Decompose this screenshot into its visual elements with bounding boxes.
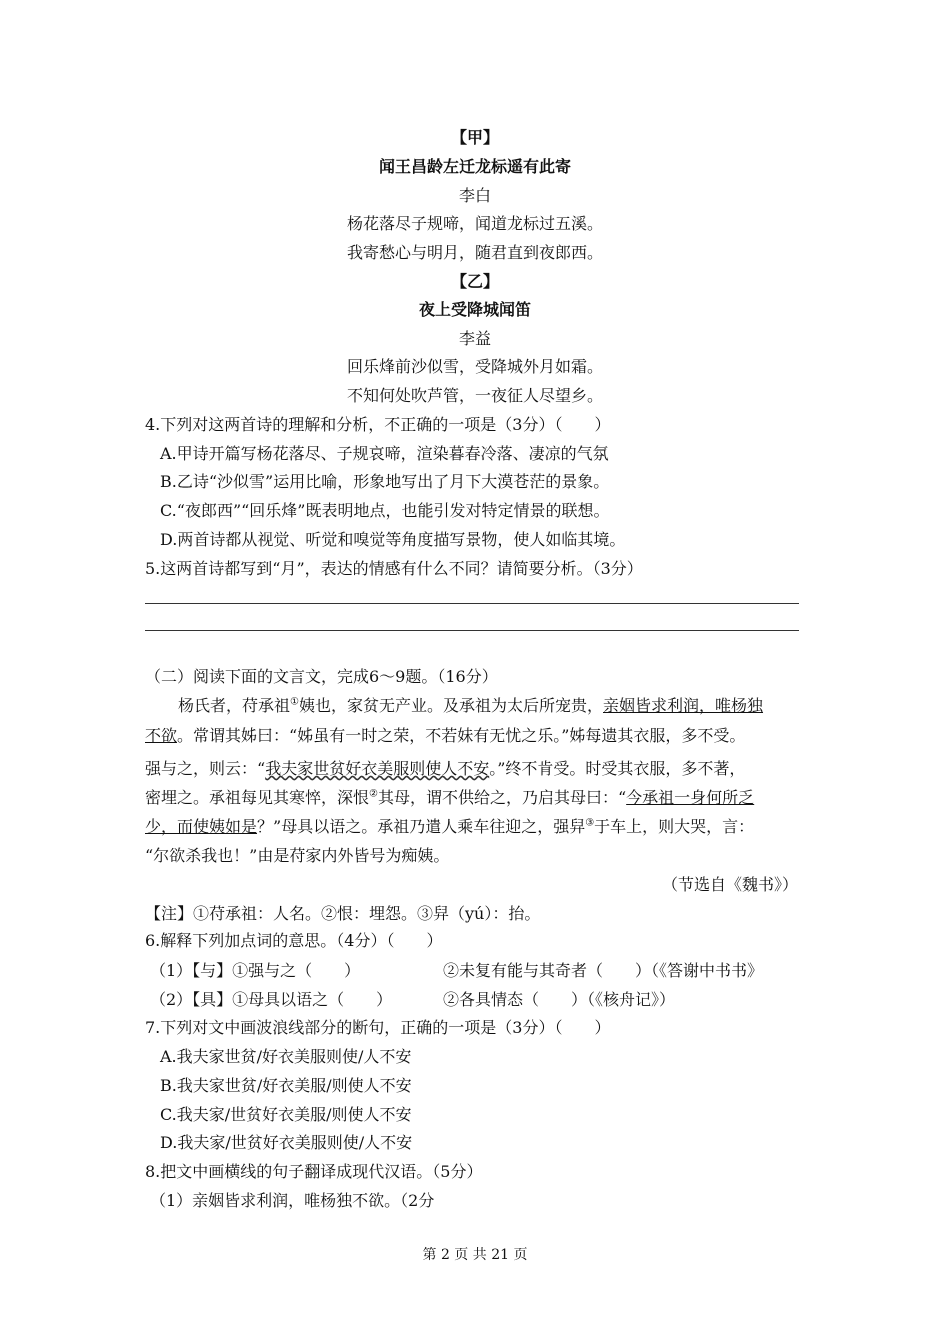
q6-row1-right: ②未复有能与其奇者（ ）（《答谢中书书》	[443, 961, 764, 980]
answer-line-2	[145, 630, 799, 631]
poem-a-line-2: 我寄愁心与明月，随君直到夜郎西。	[346, 243, 603, 262]
q5-stem: 5.这两首诗都写到“月”，表达的情感有什么不同？请简要分析。（3分）	[145, 559, 643, 578]
q4-option-a: A.甲诗开篇写杨花落尽、子规哀啼，渲染暮春冷落、凄凉的气氛	[160, 444, 609, 463]
q6-stem: 6.解释下列加点词的意思。（4分）（ ）	[145, 931, 443, 950]
poem-a-author: 李白	[458, 186, 491, 205]
q6-row2-right: ②各具情态（ ）（《核舟记》）	[443, 990, 676, 1009]
q4-stem: 4.下列对这两首诗的理解和分析，不正确的一项是（3分）（ ）	[145, 415, 611, 434]
passage-line-6: “尔欲杀我也！”由是苻家内外皆号为痴姨。	[145, 846, 450, 865]
underlined-sentence-1a: 亲姻皆求利润，唯杨独	[603, 696, 764, 715]
q8-sub-1: （1）亲姻皆求利润，唯杨独不欲。（2分	[150, 1191, 435, 1210]
passage-line-3: 强与之，则云：“我夫家世贫好衣美服则使人不安。”终不肯受。时受其衣服，多不著，	[145, 759, 746, 778]
q6-row2-left: （2）【具】①母具以语之（ ）	[150, 990, 393, 1009]
underlined-sentence-1b: 不欲	[145, 726, 178, 745]
q7-option-d: D.我夫家/世贫好衣美服则使/人不安	[160, 1133, 413, 1152]
q4-option-c: C.“夜郎西”“回乐烽”既表明地点，也能引发对特定情景的联想。	[160, 501, 610, 520]
section2-heading: （二）阅读下面的文言文，完成6～9题。（16分）	[145, 667, 498, 686]
poem-a-line-1: 杨花落尽子规啼，闻道龙标过五溪。	[346, 214, 603, 233]
q4-option-b: B.乙诗“沙似雪”运用比喻，形象地写出了月下大漠苍茫的景象。	[160, 472, 610, 491]
poem-a-tag: 【甲】	[450, 128, 499, 147]
passage-source: （节选自《魏书》）	[662, 875, 799, 894]
q4-option-d: D.两首诗都从视觉、听觉和嗅觉等角度描写景物，使人如临其境。	[160, 530, 626, 549]
passage-line-2: 不欲。常谓其姊曰：“姊虽有一时之荣，不若妹有无忧之乐。”姊每遗其衣服，多不受。	[145, 726, 746, 745]
poem-b-line-1: 回乐烽前沙似雪，受降城外月如霜。	[346, 357, 603, 376]
passage-line-4: 密埋之。承祖每见其寒悴，深恨②其母，谓不供给之，乃启其母曰：“今承祖一身何所乏	[145, 788, 755, 807]
poem-b-title: 夜上受降城闻笛	[418, 300, 531, 319]
passage-notes: 【注】①苻承祖：人名。②恨：埋怨。③舁（yú）：抬。	[145, 904, 541, 923]
poem-b-author: 李益	[458, 329, 491, 348]
page-footer: 第 2 页 共 21 页	[422, 1247, 528, 1263]
q7-option-c: C.我夫家/世贫好衣美服/则使人不安	[160, 1105, 412, 1124]
q7-option-b: B.我夫家世贫/好衣美服/则使人不安	[160, 1076, 412, 1095]
q7-option-a: A.我夫家世贫/好衣美服则使/人不安	[160, 1047, 412, 1066]
underlined-sentence-2a: 今承祖一身何所乏	[626, 788, 755, 807]
q8-stem: 8.把文中画横线的句子翻译成现代汉语。（5分）	[145, 1162, 483, 1181]
poem-a-title: 闻王昌龄左迁龙标遥有此寄	[378, 157, 571, 176]
q7-stem: 7.下列对文中画波浪线部分的断句，正确的一项是（3分）（ ）	[145, 1018, 611, 1037]
wavy-line-sentence: 我夫家世贫好衣美服则使人不安	[265, 759, 490, 778]
passage-line-1: 杨氏者，苻承祖①姨也，家贫无产业。及承祖为太后所宠贵，亲姻皆求利润，唯杨独	[178, 696, 764, 715]
q6-row1-left: （1）【与】①强与之（ ）	[150, 961, 361, 980]
underlined-sentence-2b: 少，而使姨如是	[145, 817, 258, 836]
passage-line-5: 少，而使姨如是？”母具以语之。承祖乃遣人乘车往迎之，强舁③于车上，则大哭，言：	[145, 817, 755, 836]
poem-b-line-2: 不知何处吹芦管，一夜征人尽望乡。	[346, 386, 603, 405]
answer-line-1	[145, 603, 799, 604]
poem-b-tag: 【乙】	[450, 272, 499, 291]
